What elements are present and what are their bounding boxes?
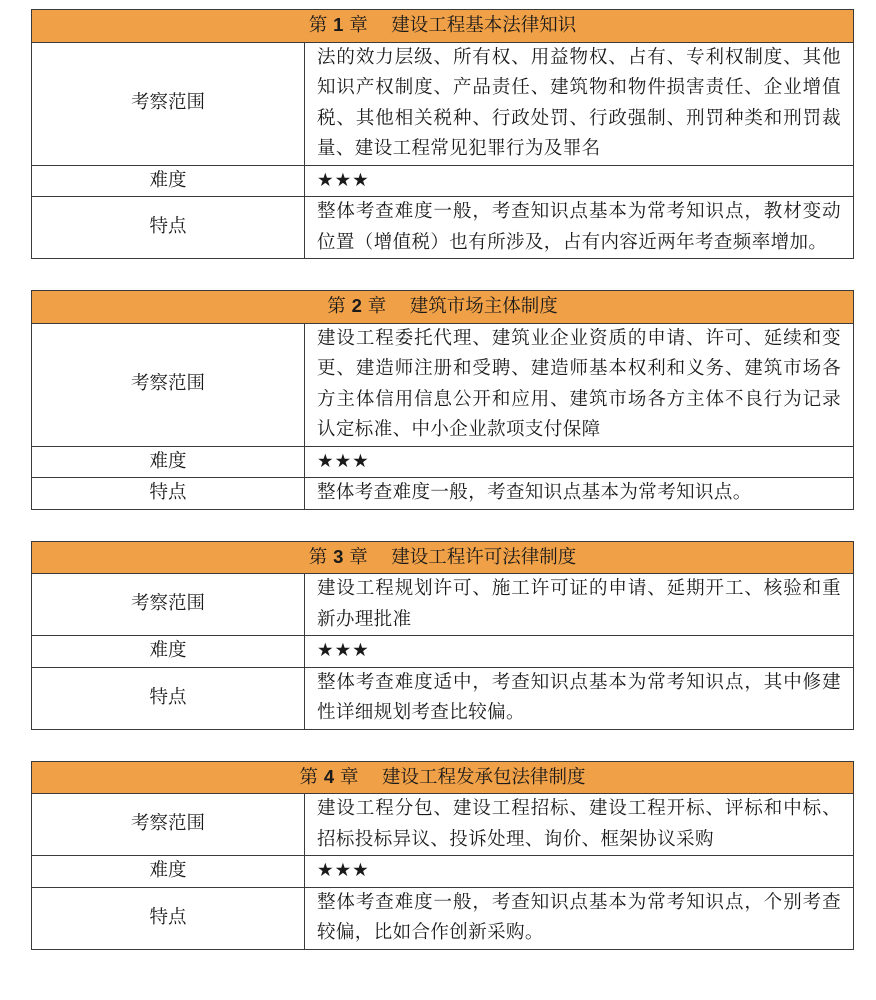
- chapter-table-4: [31, 761, 854, 950]
- scope-row: [32, 42, 854, 165]
- difficulty-stars: ★★★: [305, 165, 854, 197]
- scope-row: [32, 794, 854, 856]
- scope-text: 法的效力层级、所有权、用益物权、占有、专利权制度、其他知识产权制度、产品责任、建筑物和物件损害责任、企业增值税、其他相关税种、行政处罚、行政强制、刑罚种类和刑罚裁量、建设工程常见犯罪行为及罪名: [305, 42, 854, 165]
- chapter-title: 建设工程许可法律制度: [391, 546, 577, 568]
- difficulty-stars: ★★★: [305, 856, 854, 888]
- chapter-suffix: 章: [334, 766, 359, 788]
- chapter-prefix: 第: [308, 546, 334, 568]
- chapter-number: 4: [323, 765, 335, 787]
- chapter-title: 建设工程基本法律知识: [391, 15, 577, 36]
- difficulty-label: 难度: [32, 856, 305, 888]
- chapter-header-row: [32, 291, 854, 324]
- scope-text: 建设工程分包、建设工程招标、建设工程开标、评标和中标、招标投标异议、投诉处理、询价、框架协议采购: [305, 794, 854, 856]
- chapter-table-1: [31, 9, 854, 259]
- difficulty-row: [32, 165, 854, 197]
- difficulty-row: [32, 856, 854, 888]
- chapter-header-row: [32, 10, 854, 43]
- features-label: 特点: [32, 667, 305, 729]
- chapter-header: [32, 541, 854, 574]
- features-text: 整体考查难度适中，考查知识点基本为常考知识点，其中修建性详细规划考查比较偏。: [305, 667, 854, 729]
- features-text: 整体考查难度一般，考查知识点基本为常考知识点，教材变动位置（增值税）也有所涉及，占有内容近两年考查频率增加。: [305, 197, 854, 259]
- difficulty-row: [32, 446, 854, 478]
- scope-label: 考察范围: [32, 574, 305, 636]
- chapter-number: 2: [351, 295, 362, 316]
- scope-label: 考察范围: [32, 323, 305, 446]
- chapter-title: 建设工程发承包法律制度: [382, 766, 586, 788]
- chapter-header-row: [32, 761, 854, 794]
- features-row: [32, 478, 854, 510]
- difficulty-label: 难度: [32, 636, 305, 668]
- chapter-suffix: 章: [361, 296, 387, 317]
- difficulty-row: [32, 636, 854, 668]
- chapter-suffix: 章: [343, 15, 368, 36]
- features-row: [32, 197, 854, 259]
- chapter-prefix: 第: [308, 15, 334, 36]
- chapter-table-3: [31, 541, 854, 730]
- features-row: [32, 667, 854, 729]
- features-label: 特点: [32, 478, 305, 510]
- chapter-prefix: 第: [299, 766, 324, 788]
- scope-label: 考察范围: [32, 42, 305, 165]
- features-label: 特点: [32, 197, 305, 259]
- chapter-header: [32, 10, 854, 43]
- difficulty-stars: ★★★: [305, 446, 854, 478]
- chapter-list: [31, 9, 853, 981]
- scope-row: [32, 323, 854, 446]
- chapter-header: [32, 761, 854, 794]
- features-row: [32, 887, 854, 949]
- scope-label: 考察范围: [32, 794, 305, 856]
- chapter-prefix: 第: [327, 296, 352, 317]
- scope-text: 建设工程委托代理、建筑业企业资质的申请、许可、延续和变更、建造师注册和受聘、建造师基本权利和义务、建筑市场各方主体信用信息公开和应用、建筑市场各方主体不良行为记录认定标准、中小企业款项支付保障: [305, 323, 854, 446]
- chapter-header-row: [32, 541, 854, 574]
- difficulty-label: 难度: [32, 165, 305, 197]
- chapter-table-2: [31, 290, 854, 510]
- difficulty-stars: ★★★: [305, 636, 854, 668]
- chapter-suffix: 章: [343, 546, 368, 568]
- scope-text: 建设工程规划许可、施工许可证的申请、延期开工、核验和重新办理批准: [305, 574, 854, 636]
- features-text: 整体考查难度一般，考查知识点基本为常考知识点。: [305, 478, 854, 510]
- chapter-header: [32, 291, 854, 324]
- scope-row: [32, 574, 854, 636]
- chapter-number: 1: [333, 14, 344, 35]
- chapter-number: 3: [333, 545, 344, 567]
- chapter-title: 建筑市场主体制度: [409, 296, 558, 317]
- difficulty-label: 难度: [32, 446, 305, 478]
- features-text: 整体考查难度一般，考查知识点基本为常考知识点，个别考查较偏，比如合作创新采购。: [305, 887, 854, 949]
- features-label: 特点: [32, 887, 305, 949]
